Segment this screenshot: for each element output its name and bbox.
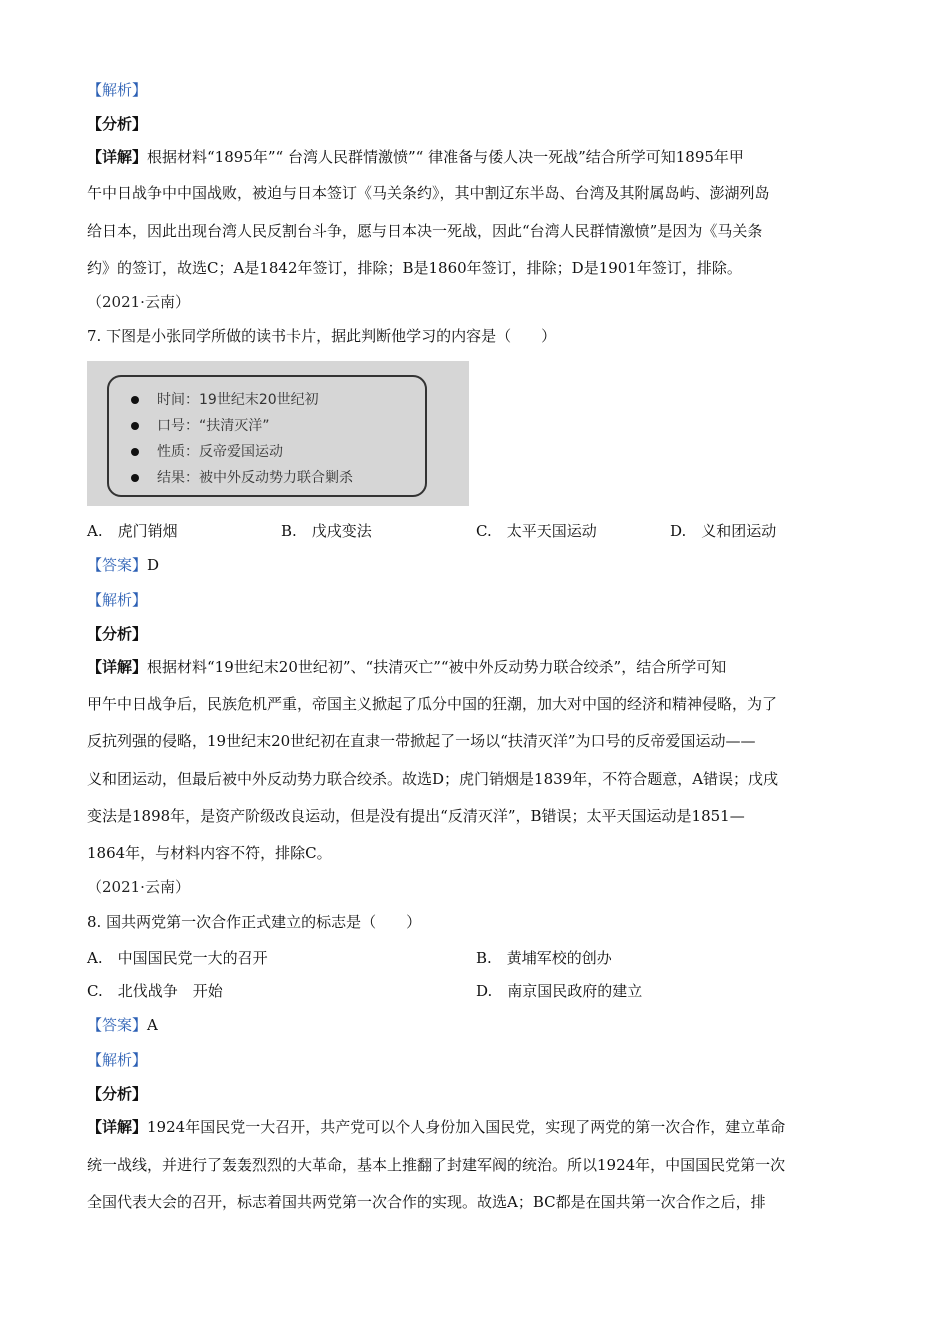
reading-card xyxy=(107,375,427,497)
q7-detail-label: 【详解】 xyxy=(87,658,148,676)
q6-detail-line-1: 【详解】根据材料“1895年”“ 台湾人民群情激愤”“ 律准备与倭人决一死战”结合所学可知1895年甲 xyxy=(87,148,744,166)
q7-jiexi-label: 【解析】 xyxy=(87,591,148,609)
q8-detail-label: 【详解】 xyxy=(87,1118,148,1136)
bullet-dot-icon xyxy=(131,448,139,456)
q8-question: 8. 国共两党第一次合作正式建立的标志是（ ） xyxy=(87,913,422,931)
q8-option-a: A. 中国国民党一大的召开 xyxy=(87,949,268,967)
q8-detail-line-3: 全国代表大会的召开，标志着国共两党第一次合作的实现。故选A；BC都是在国共第一次合作之后，排 xyxy=(87,1193,766,1211)
q8-fenxi-label: 【分析】 xyxy=(87,1085,148,1103)
q8-option-b: B. 黄埔军校的创办 xyxy=(476,949,612,967)
q7-option-a: A. 虎门销烟 xyxy=(87,522,178,540)
bullet-dot-icon xyxy=(131,396,139,404)
q6-jiexi-label: 【解析】 xyxy=(87,81,148,99)
bullet-dot-icon xyxy=(131,474,139,482)
q7-question: 7. 下图是小张同学所做的读书卡片，据此判断他学习的内容是（ ） xyxy=(87,327,557,345)
q8-answer xyxy=(87,1015,877,1035)
q7-detail-line-4: 义和团运动，但最后被中外反动势力联合绞杀。故选D；虎门销烟是1839年，不符合题意，A错误；戊戌 xyxy=(87,770,779,788)
card-row-slogan: 口号：“扶清灭洋” xyxy=(131,417,270,435)
q7-answer-value: D xyxy=(147,556,160,574)
q8-jiexi-label: 【解析】 xyxy=(87,1051,148,1069)
q7-detail-line-6: 1864年，与材料内容不符，排除C。 xyxy=(87,844,332,862)
q8-source: （2021·云南） xyxy=(87,878,190,896)
reading-card-photo xyxy=(87,361,469,506)
q7-detail-line-2: 甲午中日战争后，民族危机严重，帝国主义掀起了瓜分中国的狂潮，加大对中国的经济和精神侵略，为了 xyxy=(87,695,778,713)
q7-option-d: D. 义和团运动 xyxy=(670,522,777,540)
q7-answer xyxy=(87,555,877,575)
q8-answer-value: A xyxy=(147,1016,158,1034)
q7-detail-line-5: 变法是1898年，是资产阶级改良运动，但是没有提出“反清灭洋”，B错误；太平天国运动是1851— xyxy=(87,807,745,825)
q7-option-b: B. 戊戌变法 xyxy=(281,522,372,540)
q7-source: （2021·云南） xyxy=(87,293,190,311)
q6-detail-line-4: 约》的签订，故选C；A是1842年签订，排除；B是1860年签订，排除；D是1901年签订，排除。 xyxy=(87,259,742,277)
q7-option-c: C. 太平天国运动 xyxy=(476,522,597,540)
card-row-time: 时间：19世纪末20世纪初 xyxy=(131,391,319,409)
q7-detail-line-1: 【详解】根据材料“19世纪末20世纪初”、“扶清灭亡”“被中外反动势力联合绞杀”，结合所学可知 xyxy=(87,658,727,676)
q8-detail-line-1: 【详解】1924年国民党一大召开，共产党可以个人身份加入国民党，实现了两党的第一次合作，建立革命 xyxy=(87,1118,786,1136)
card-row-nature: 性质：反帝爱国运动 xyxy=(131,443,283,461)
q7-fenxi-label: 【分析】 xyxy=(87,625,148,643)
q6-detail-label: 【详解】 xyxy=(87,148,148,166)
q8-option-d: D. 南京国民政府的建立 xyxy=(476,982,643,1000)
q6-detail-line-2: 午中日战争中中国战败，被迫与日本签订《马关条约》，其中割辽东半岛、台湾及其附属岛屿、澎湖列岛 xyxy=(87,184,770,202)
q8-answer-label: 【答案】 xyxy=(87,1016,148,1034)
q7-answer-label: 【答案】 xyxy=(87,556,148,574)
q6-fenxi-label: 【分析】 xyxy=(87,115,148,133)
q8-option-c: C. 北伐战争 开始 xyxy=(87,982,223,1000)
card-row-result: 结果：被中外反动势力联合剿杀 xyxy=(131,469,353,487)
q6-detail-line-3: 给日本，因此出现台湾人民反割台斗争，愿与日本决一死战，因此“台湾人民群情激愤”是因为《马关条 xyxy=(87,222,763,240)
q7-detail-line-3: 反抗列强的侵略，19世纪末20世纪初在直隶一带掀起了一场以“扶清灭洋”为口号的反帝爱国运动—— xyxy=(87,732,756,750)
q8-detail-line-2: 统一战线，并进行了轰轰烈烈的大革命，基本上推翻了封建军阀的统治。所以1924年，中国国民党第一次 xyxy=(87,1156,786,1174)
bullet-dot-icon xyxy=(131,422,139,430)
